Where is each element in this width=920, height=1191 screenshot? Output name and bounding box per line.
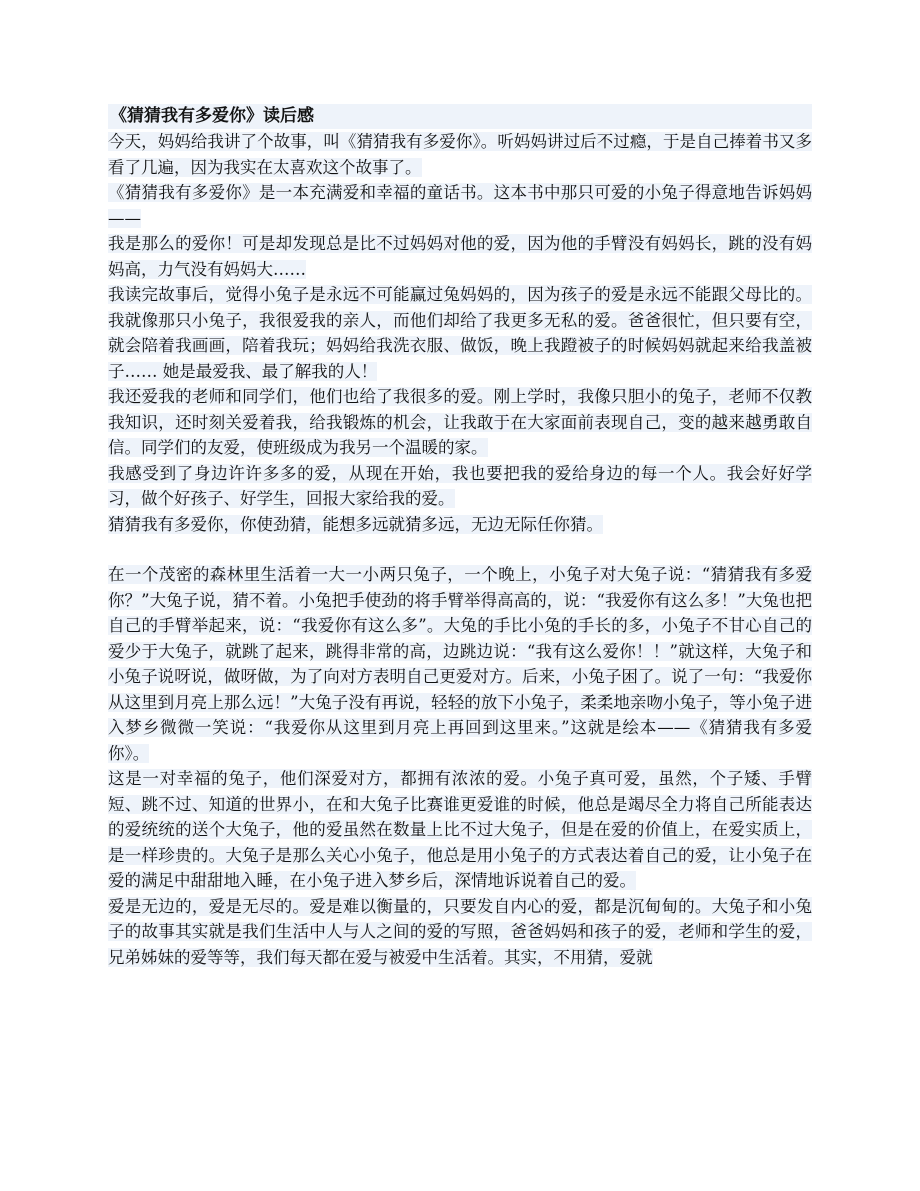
paragraph-8 bbox=[108, 562, 812, 766]
section-gap bbox=[108, 537, 812, 562]
paragraph-text: 猜猜我有多爱你，你使劲猜，能想多远就猜多远，无边无际任你猜。 bbox=[108, 514, 603, 534]
paragraph-text: 这是一对幸福的兔子，他们深爱对方，都拥有浓浓的爱。小兔子真可爱，虽然，个子矮、手臂短、跳不过、知道的世界小，在和大兔子比赛谁更爱谁的时候，他总是竭尽全力将自己所能表达的爱统统的送个大兔子，他的爱虽然在数量上比不过大兔子，但是在爱的价值上，在爱实质上，是一样珍贵的。大兔子是那么关心小兔子，他总是用小兔子的方式表达着自己的爱，让小兔子在爱的满足中甜甜地入睡，在小兔子进入梦乡后，深情地诉说着自己的爱。 bbox=[108, 769, 812, 890]
paragraph-text: 在一个茂密的森林里生活着一大一小两只兔子，一个晚上，小兔子对大兔子说：“猜猜我有多爱你？”大兔子说，猜不着。小兔把手使劲的将手臂举得高高的，说：“我爱你有这么多！”大兔也把自己的手臂举起来，说：“我爱你有这么多”。大兔的手比小兔的手长的多，小兔子不甘心自己的爱少于大兔子，就跳了起来，跳得非常的高，边跳边说：“我有这么爱你！！”就这样，大兔子和小兔子说呀说，做呀做，为了向对方表明自己更爱对方。后来，小兔子困了。说了一句：“我爱你从这里到月亮上那么远！”大兔子没有再说，轻轻的放下小兔子，柔柔地亲吻小兔子，等小兔子进入梦乡微微一笑说：“我爱你从这里到月亮上再回到这里来。”这就是绘本——《猜猜我有多爱你》。 bbox=[108, 565, 812, 763]
paragraph-9 bbox=[108, 766, 812, 894]
paragraph-10 bbox=[108, 894, 812, 971]
paragraph-text: 我读完故事后，觉得小兔子是永远不可能赢过兔妈妈的，因为孩子的爱是永远不能跟父母比的。我就像那只小兔子，我很爱我的亲人，而他们却给了我更多无私的爱。爸爸很忙，但只要有空，就会陪着我画画，陪着我玩；妈妈给我洗衣服、做饭，晚上我蹬被子的时候妈妈就起来给我盖被子…… 她是最爱我、最了解我的人！ bbox=[108, 285, 812, 381]
paragraph-4 bbox=[108, 282, 812, 384]
paragraph-3 bbox=[108, 231, 812, 282]
paragraph-text: 我还爱我的老师和同学们，他们也给了我很多的爱。刚上学时，我像只胆小的兔子，老师不仅教我知识，还时刻关爱着我，给我锻炼的机会，让我敢于在大家面前表现自己，变的越来越勇敢自信。同学们的友爱，使班级成为我另一个温暖的家。 bbox=[108, 387, 812, 457]
paragraph-text: 爱是无边的，爱是无尽的。爱是难以衡量的，只要发自内心的爱，都是沉甸甸的。大兔子和小兔子的故事其实就是我们生活中人与人之间的爱的写照，爸爸妈妈和孩子的爱，老师和学生的爱，兄弟姊妹的爱等等，我们每天都在爱与被爱中生活着。其实，不用猜，爱就 bbox=[108, 896, 812, 967]
document-title: 《猜猜我有多爱你》读后感 bbox=[108, 104, 812, 129]
paragraph-text: 我是那么的爱你！可是却发现总是比不过妈妈对他的爱，因为他的手臂没有妈妈长，跳的没有妈妈高，力气没有妈妈大…… bbox=[108, 234, 812, 279]
document-page bbox=[108, 104, 812, 970]
paragraph-text: 我感受到了身边许许多多的爱，从现在开始，我也要把我的爱给身边的每一个人。我会好好学习，做个好孩子、好学生，回报大家给我的爱。 bbox=[108, 463, 812, 508]
paragraph-text: 《猜猜我有多爱你》是一本充满爱和幸福的童话书。这本书中那只可爱的小兔子得意地告诉妈妈—— bbox=[108, 183, 812, 228]
paragraph-7 bbox=[108, 512, 812, 538]
paragraph-6 bbox=[108, 461, 812, 512]
paragraph-2 bbox=[108, 180, 812, 231]
paragraph-text: 今天，妈妈给我讲了个故事，叫《猜猜我有多爱你》。听妈妈讲过后不过瘾，于是自己捧着书又多看了几遍，因为我实在太喜欢这个故事了。 bbox=[108, 132, 812, 177]
paragraph-5 bbox=[108, 384, 812, 461]
paragraph-1 bbox=[108, 129, 812, 180]
